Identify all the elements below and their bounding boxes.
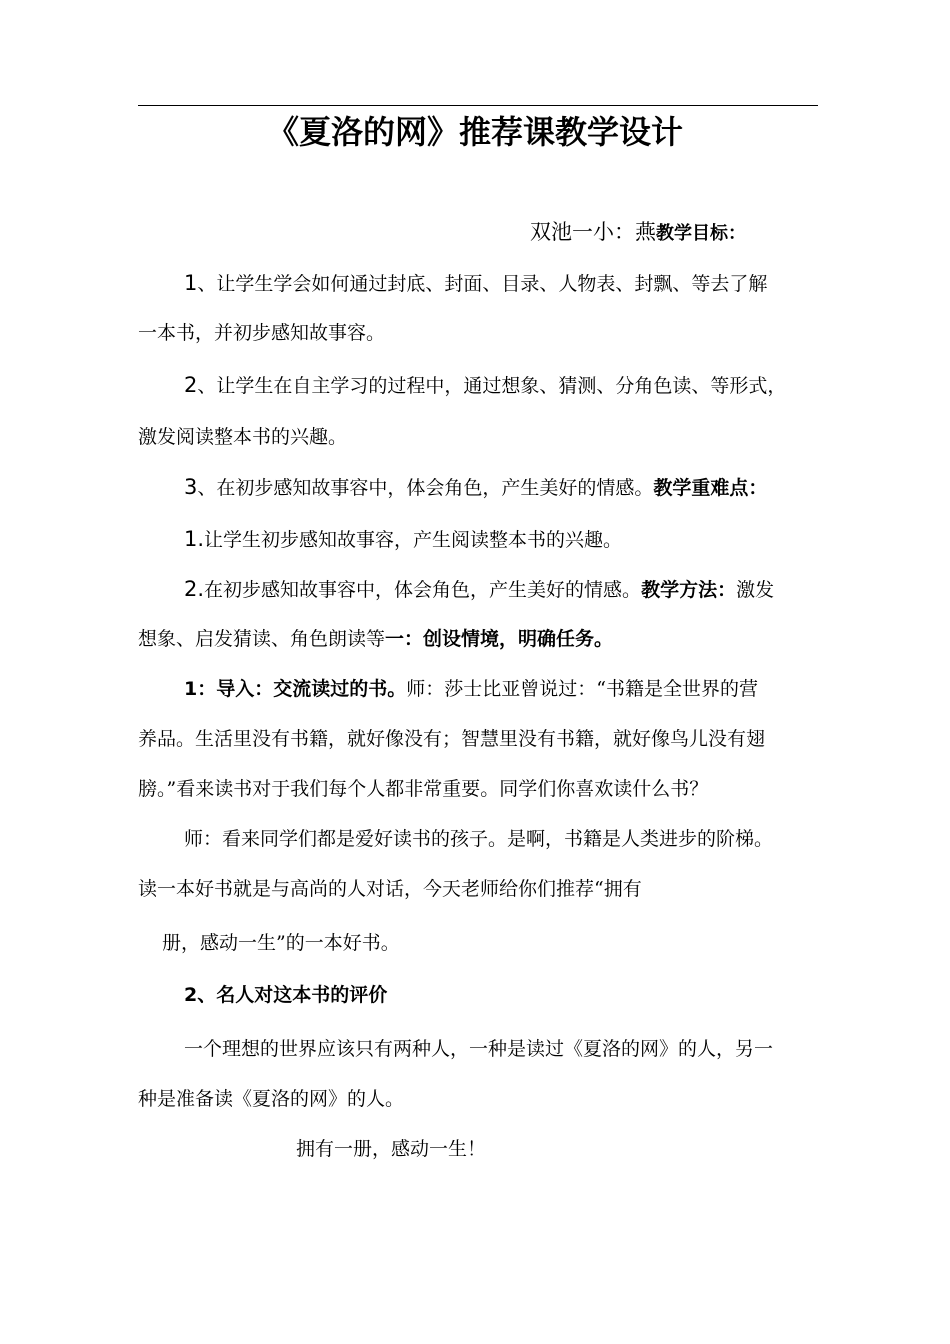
method-line: 想象、启发猜读、角色朗读等一：创设情境，明确任务。: [138, 628, 614, 650]
author-line: [530, 218, 746, 248]
author-name: 双池一小：燕: [530, 220, 656, 244]
key-points-heading: 教学重难点：: [653, 477, 768, 499]
step1-line-5: 读一本好书就是与高尚的人对话，今天老师给你们推荐“拥有: [138, 878, 642, 900]
goal-3-line: 3、在初步感知故事容中，体会角色，产生美好的情感。教学重难点：: [184, 475, 768, 499]
slogan: 拥有一册，感动一生！: [296, 1138, 487, 1160]
goal-2-line-1: 2、让学生在自主学习的过程中，通过想象、猜测、分角色读、等形式，: [184, 373, 787, 397]
section-one-heading: 一：创设情境，明确任务。: [385, 628, 614, 650]
key-point-2: 2.在初步感知故事容中，体会角色，产生美好的情感。教学方法：激发: [184, 577, 775, 601]
step2-line-2: 种是准备读《夏洛的网》的人。: [138, 1088, 405, 1110]
goal-1-line-2: 一本书，并初步感知故事容。: [138, 322, 386, 344]
goals-heading: 教学目标：: [656, 223, 746, 244]
step1-line-3: 膀。”看来读书对于我们每个人都非常重要。同学们你喜欢读什么书？: [138, 778, 709, 800]
step1-line-6: 册，感动一生”的一本好书。: [162, 932, 400, 954]
step2-heading: 2、名人对这本书的评价: [184, 984, 388, 1006]
step1-line-4: 师：看来同学们都是爱好读书的孩子。是啊，书籍是人类进步的阶梯。: [184, 828, 774, 850]
goal-1-line-1: 1、让学生学会如何通过封底、封面、目录、人物表、封飘、等去了解: [184, 271, 768, 295]
key-point-1: 1.让学生初步感知故事容，产生阅读整本书的兴趣。: [184, 527, 623, 551]
step1-line-1: 1：导入：交流读过的书。师：莎士比亚曾说过：“书籍是全世界的营: [184, 678, 758, 700]
goal-2-line-2: 激发阅读整本书的兴趣。: [138, 426, 348, 448]
method-heading: 教学方法：: [641, 579, 737, 601]
header-rule: [138, 105, 818, 106]
step2-line-1: 一个理想的世界应该只有两种人，一种是读过《夏洛的网》的人，另一: [184, 1038, 774, 1060]
step1-line-2: 养品。生活里没有书籍，就好像没有；智慧里没有书籍，就好像鸟儿没有翅: [138, 728, 766, 750]
step1-heading: 1：导入：交流读过的书。: [184, 678, 407, 700]
page-title: 《夏洛的网》推荐课教学设计: [266, 113, 683, 151]
